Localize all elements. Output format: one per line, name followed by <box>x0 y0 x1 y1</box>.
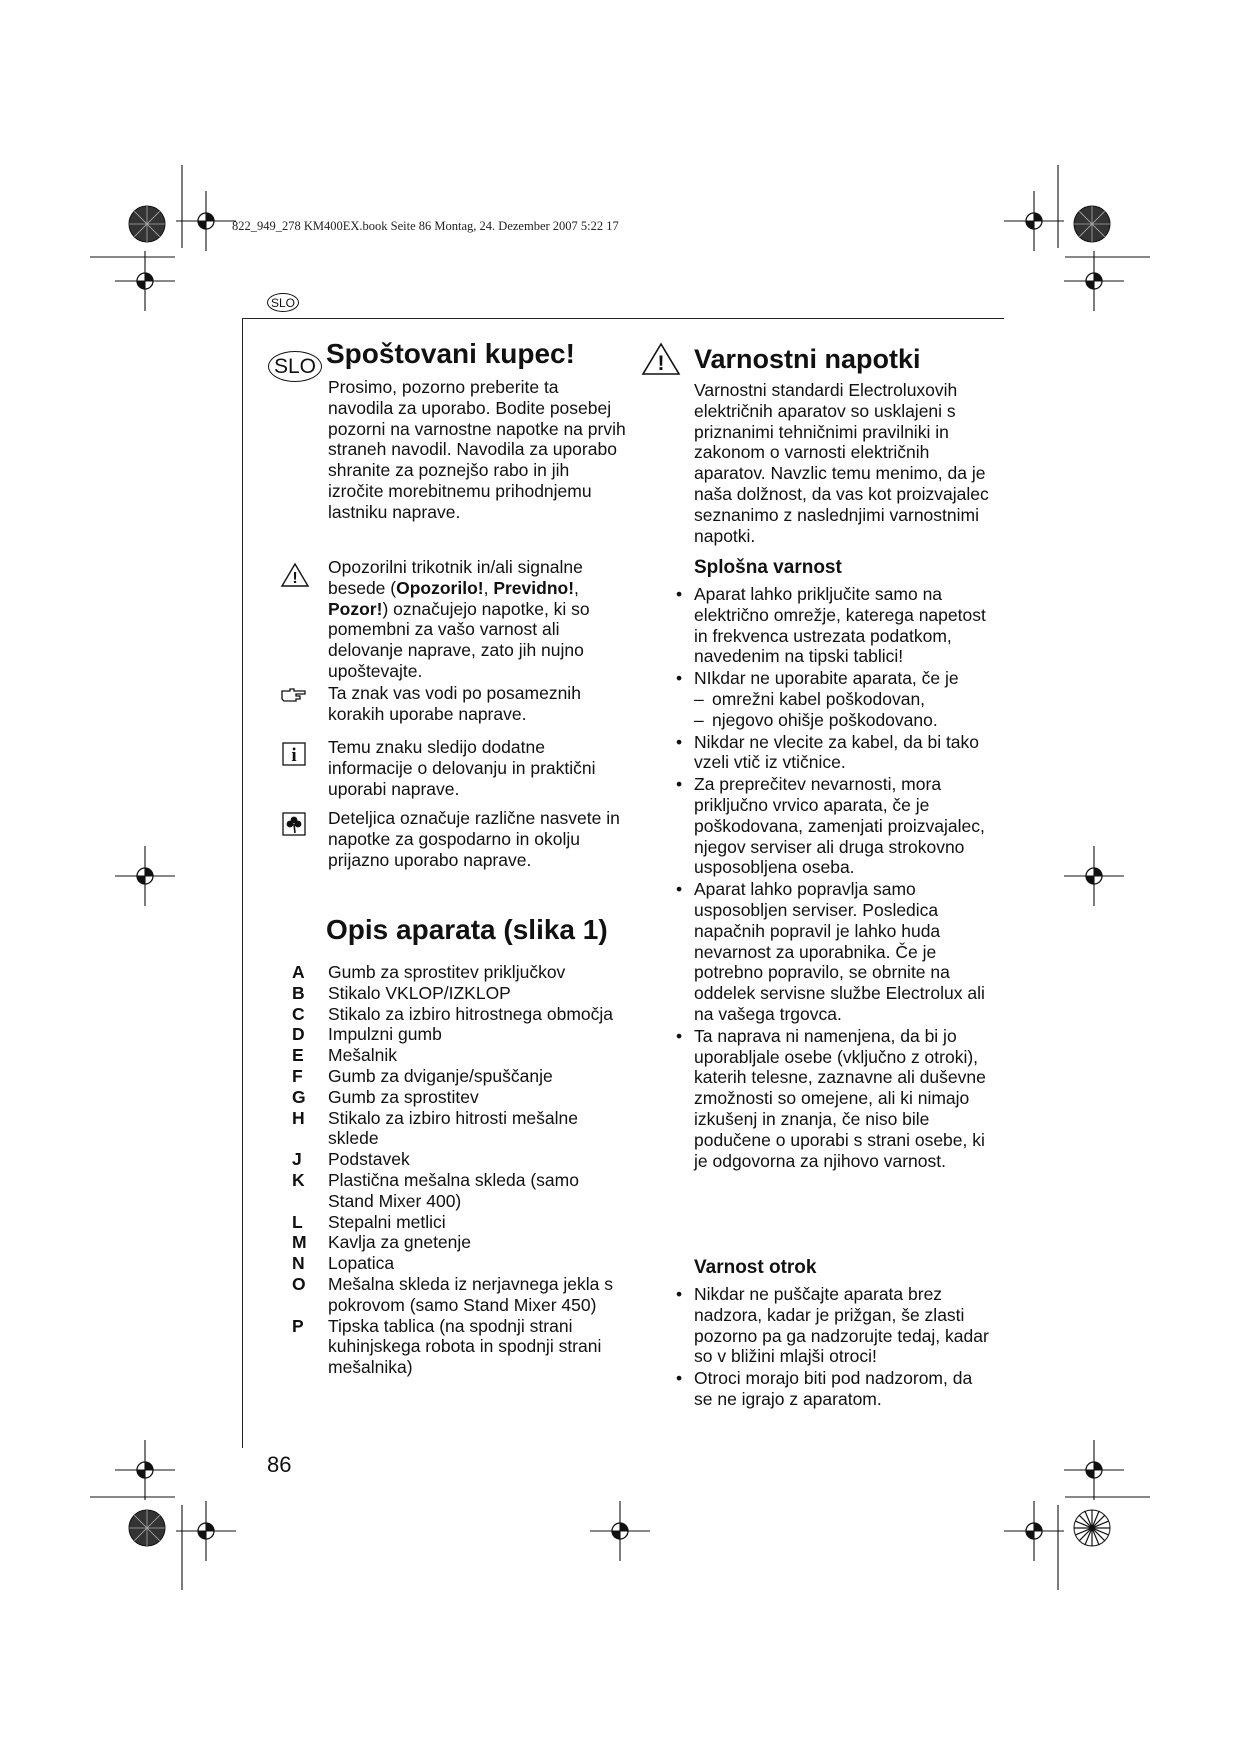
part-letter: C <box>292 1003 305 1024</box>
part-letter: F <box>292 1065 303 1086</box>
part-text: Gumb za sprostitev priključkov <box>328 962 566 982</box>
language-badge: SLO <box>267 293 299 312</box>
part-letter: O <box>292 1273 306 1294</box>
part-text: Mešalna skleda iz nerjavnega jekla s pokrovom (samo Stand Mixer 450) <box>328 1273 614 1315</box>
part-letter: J <box>292 1149 302 1170</box>
part-text: Gumb za sprostitev <box>328 1086 479 1107</box>
child-safety-heading: Varnost otrok <box>694 1257 817 1278</box>
part-letter: M <box>292 1232 307 1253</box>
part-text: Mešalnik <box>328 1045 398 1066</box>
part-text: Stikalo za izbiro hitrostnega območja <box>328 1003 614 1024</box>
list-item: • Ta naprava ni namenjena, da bi jo uporabljale osebe (vključno z otroki), katerih telesne, zaznavne ali duševne zmožnosti so omejene, ali ki nimajo izkušenj in znanja, če niso bile podučene o uporabi s strani osebe, ki je odgovorna za njihovo varnost. <box>694 1026 994 1172</box>
list-item: • Aparat lahko popravlja samo usposobljen serviser. Posledica napačnih popravil je lahko huda nevarnost za uporabnika. Če je potrebno popravilo, se obrnite na oddelek servisne službe Electrolux ali na vašega trgovca. <box>694 879 994 1025</box>
warning-note-post: ) označujejo napotke, ki so pomembni za vašo varnost ali delovanje naprave, zato jih nujno upoštevajte. <box>328 598 590 681</box>
intro-text: Prosimo, pozorno preberite ta navodila za uporabo. Bodite posebej pozorni na varnostne napotke na prvih straneh navodil. Navodila za uporabo shranite za poznejšo rabo in jih izročite morebitnemu prihodnjemu lastniku naprave. <box>328 377 626 522</box>
part-letter: P <box>292 1315 304 1336</box>
part-letter: H <box>292 1107 305 1128</box>
general-safety-heading: Splošna varnost <box>694 557 842 578</box>
list-item-text: NIkdar ne uporabite aparata, če je <box>694 668 959 689</box>
part-letter: K <box>292 1169 305 1190</box>
list-item: • Nikdar ne vlecite za kabel, da bi tako vzeli vtič iz vtičnice. <box>694 732 994 774</box>
print-info-line: 822_949_278 KM400EX.book Seite 86 Montag, 24. Dezember 2007 5:22 17 <box>232 219 619 233</box>
dash-item: – njegovo ohišje poškodovano. <box>694 710 994 731</box>
part-text: Stikalo za izbiro hitrosti mešalne sklede <box>328 1107 578 1149</box>
section-language-badge: SLO <box>268 351 322 382</box>
safety-intro-text: Varnostni standardi Electroluxovih električnih aparatov so usklajeni s priznanimi tehničnimi pravilniki in zakonom o varnosti električnih aparatov. Navzlic temu menimo, da je naša dolžnost, da vas kot proizvajalec seznanimo z naslednjimi varnostnimi napotki. <box>694 380 989 546</box>
part-text: Tipska tablica (na spodnji strani kuhinjskega robota in spodnji strani mešalnika) <box>328 1315 602 1378</box>
part-letter: N <box>292 1253 305 1274</box>
part-letter: L <box>292 1211 303 1232</box>
svg-text:!: ! <box>657 352 665 375</box>
info-note-text: Temu znaku sledijo dodatne informacije o delovanju in praktični uporabi naprave. <box>328 737 596 799</box>
eco-note-text: Deteljica označuje različne nasvete in napotke za gospodarno in okolju prijazno uporabo naprave. <box>328 808 620 870</box>
warning-note-pre: Opozorilni trikotnik in/ali signalne besede ( <box>328 557 583 598</box>
part-text: Podstavek <box>328 1149 410 1170</box>
part-letter: E <box>292 1045 304 1066</box>
part-text: Impulzni gumb <box>328 1024 442 1045</box>
part-text: Lopatica <box>328 1253 395 1274</box>
part-letter: G <box>292 1086 306 1107</box>
svg-text:i: i <box>291 745 297 766</box>
list-item: • Otroci morajo biti pod nadzorom, da se ne igrajo z aparatom. <box>694 1368 994 1410</box>
part-text: Stikalo VKLOP/IZKLOP <box>328 982 511 1003</box>
part-letter: D <box>292 1024 305 1045</box>
part-text: Plastična mešalna skleda (samo Stand Mixer 400) <box>328 1169 579 1211</box>
page-number: 86 <box>267 1452 292 1477</box>
safety-title: Varnostni napotki <box>694 344 921 374</box>
part-text: Gumb za dviganje/spuščanje <box>328 1065 553 1086</box>
list-item: • Aparat lahko priključite samo na električno omrežje, katerega napetost in frekvenca ustrezata podatkom, navedenim na tipski tablici! <box>694 584 994 667</box>
page-title: Spoštovani kupec! <box>326 338 575 369</box>
list-item: • Nikdar ne puščajte aparata brez nadzora, kadar je prižgan, še zlasti pozorno pa ga nadzorujte tedaj, kadar so v bližini mlajši otroci! <box>694 1284 994 1367</box>
svg-text:!: ! <box>292 570 298 587</box>
part-text: Kavlja za gnetenje <box>328 1232 472 1253</box>
warning-note-sep1: , <box>483 577 494 598</box>
part-letter: A <box>292 962 305 982</box>
signal-word-previdno: Previdno! <box>493 577 575 598</box>
parts-title: Opis aparata (slika 1) <box>326 914 608 945</box>
part-text: Stepalni metlici <box>328 1211 446 1232</box>
warning-note-sep2: , <box>574 577 579 598</box>
dash-item: – omrežni kabel poškodovan, <box>694 689 994 710</box>
signal-word-pozor: Pozor! <box>328 598 383 619</box>
list-item: • Za preprečitev nevarnosti, mora priključno vrvico aparata, če je poškodovana, zamenjati proizvajalec, njegov serviser ali druga strokovno usposobljena oseba. <box>694 774 994 878</box>
signal-word-opozorilo: Opozorilo! <box>396 577 484 598</box>
part-letter: B <box>292 982 305 1003</box>
hand-note-text: Ta znak vas vodi po posameznih korakih uporabe naprave. <box>328 683 581 724</box>
